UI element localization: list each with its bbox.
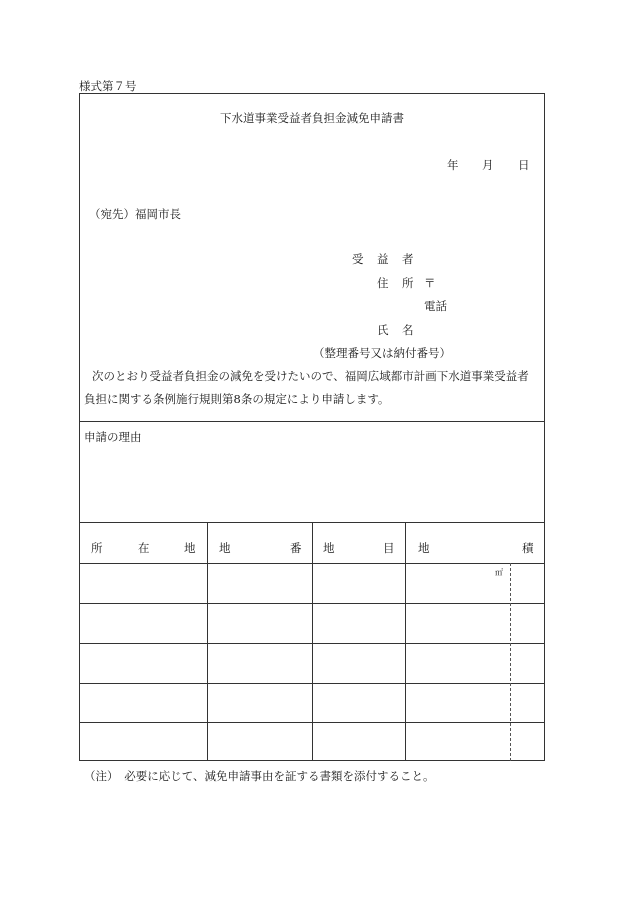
- header-lot-number-char: 番: [290, 541, 302, 555]
- postal-mark: 〒: [424, 276, 436, 290]
- header-area-char: 積: [522, 541, 534, 555]
- header-location-char: 地: [184, 541, 196, 555]
- reference-number-label: （整理番号又は納付番号）: [313, 346, 451, 360]
- footnote: （注） 必要に応じて、減免申請事由を証する書類を添付すること。: [84, 769, 435, 783]
- area-unit: ㎡: [495, 568, 503, 577]
- name-label-char: 氏: [377, 323, 389, 337]
- header-land-category-char: 目: [383, 541, 395, 555]
- divider: [79, 421, 545, 422]
- date-month: 月: [482, 158, 494, 172]
- name-label-char: 名: [402, 323, 414, 337]
- table-line: [405, 522, 406, 761]
- form-title: 下水道事業受益者負担金減免申請書: [220, 111, 404, 125]
- date-day: 日: [518, 158, 530, 172]
- header-lot-number-char: 地: [219, 541, 231, 555]
- date-year: 年: [447, 158, 459, 172]
- table-line: [207, 522, 208, 761]
- phone-label: 電話: [424, 299, 447, 313]
- header-area-char: 地: [418, 541, 430, 555]
- header-location-char: 所: [91, 541, 103, 555]
- body-line: 次のとおり受益者負担金の減免を受けたいので、福岡広域都市計画下水道事業受益者: [92, 369, 529, 383]
- applicant-heading-char: 者: [402, 252, 414, 266]
- header-location-char: 在: [138, 541, 150, 555]
- area-decimal-divider: [510, 563, 511, 761]
- addressee: （宛先）福岡市長: [89, 207, 181, 221]
- address-label-char: 所: [402, 276, 414, 290]
- form-number: 様式第７号: [79, 79, 137, 93]
- address-label-char: 住: [377, 276, 389, 290]
- applicant-heading-char: 受: [352, 252, 364, 266]
- body-line: 負担に関する条例施行規則第8条の規定により申請します。: [84, 392, 390, 406]
- reason-label: 申請の理由: [84, 430, 142, 444]
- table-line: [312, 522, 313, 761]
- header-land-category-char: 地: [323, 541, 335, 555]
- applicant-heading-char: 益: [377, 252, 389, 266]
